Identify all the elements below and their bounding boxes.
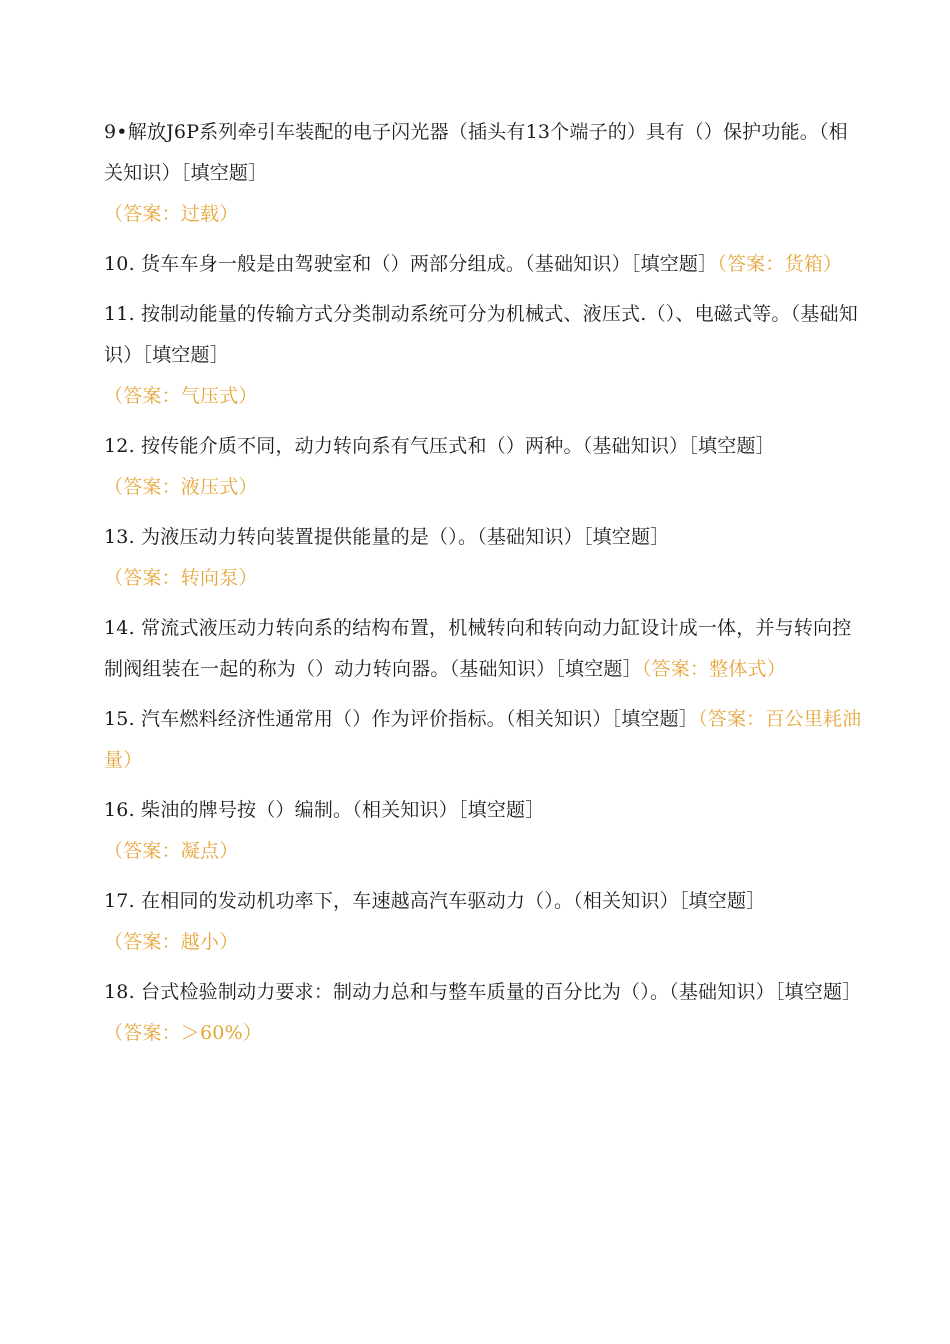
question-item [104,244,864,285]
answer-text: （答案：整体式） [641,658,786,680]
question-text: 15. 汽车燃料经济性通常用（）作为评价指标。（相关知识）［填空题］ [104,708,699,730]
answer-text: （答案：百公里耗油量） [104,708,862,771]
question-text: 12. 按传能介质不同，动力转向系有气压式和（）两种。（基础知识）［填空题］ [104,435,775,457]
question-item [104,881,864,963]
answer-text: （答案：货箱） [717,253,843,275]
question-item [104,426,864,508]
question-text: 10. 货车车身一般是由驾驶室和（）两部分组成。（基础知识）［填空题］ [104,253,718,275]
document-page [104,112,864,1063]
question-text: 14. 常流式液压动力转向系的结构布置，机械转向和转向动力缸设计成一体，并与转向控制阀组装在一起的称为（）动力转向器。（基础知识）［填空题］ [104,617,852,680]
answer-text: （答案：凝点） [104,840,239,862]
question-item [104,972,864,1054]
answer-text: （答案：过载） [104,203,239,225]
question-text: 9•解放J6P系列牵引车装配的电子闪光器（插头有13个端子的）具有（）保护功能。（相关知识）［填空题］ [104,121,848,184]
answer-text: （答案：＞60%） [104,1022,263,1044]
question-text: 16. 柴油的牌号按（）编制。（相关知识）［填空题］ [104,799,545,821]
question-text: 13. 为液压动力转向装置提供能量的是（）。（基础知识）［填空题］ [104,526,670,548]
question-text: 17. 在相同的发动机功率下，车速越高汽车驱动力（）。（相关知识）［填空题］ [104,890,766,912]
answer-text: （答案：转向泵） [104,567,258,589]
question-item [104,608,864,690]
question-item [104,112,864,235]
answer-text: （答案：越小） [104,931,239,953]
answer-text: （答案：气压式） [104,385,258,407]
answer-text: （答案：液压式） [104,476,258,498]
question-text: 18. 台式检验制动力要求：制动力总和与整车质量的百分比为（）。（基础知识）［填空题］ [104,981,862,1003]
question-item [104,517,864,599]
question-item [104,790,864,872]
question-item [104,294,864,417]
question-item [104,699,864,781]
question-text: 11. 按制动能量的传输方式分类制动系统可分为机械式、液压式.（）、电磁式等。（基础知识）［填空题］ [104,303,858,366]
